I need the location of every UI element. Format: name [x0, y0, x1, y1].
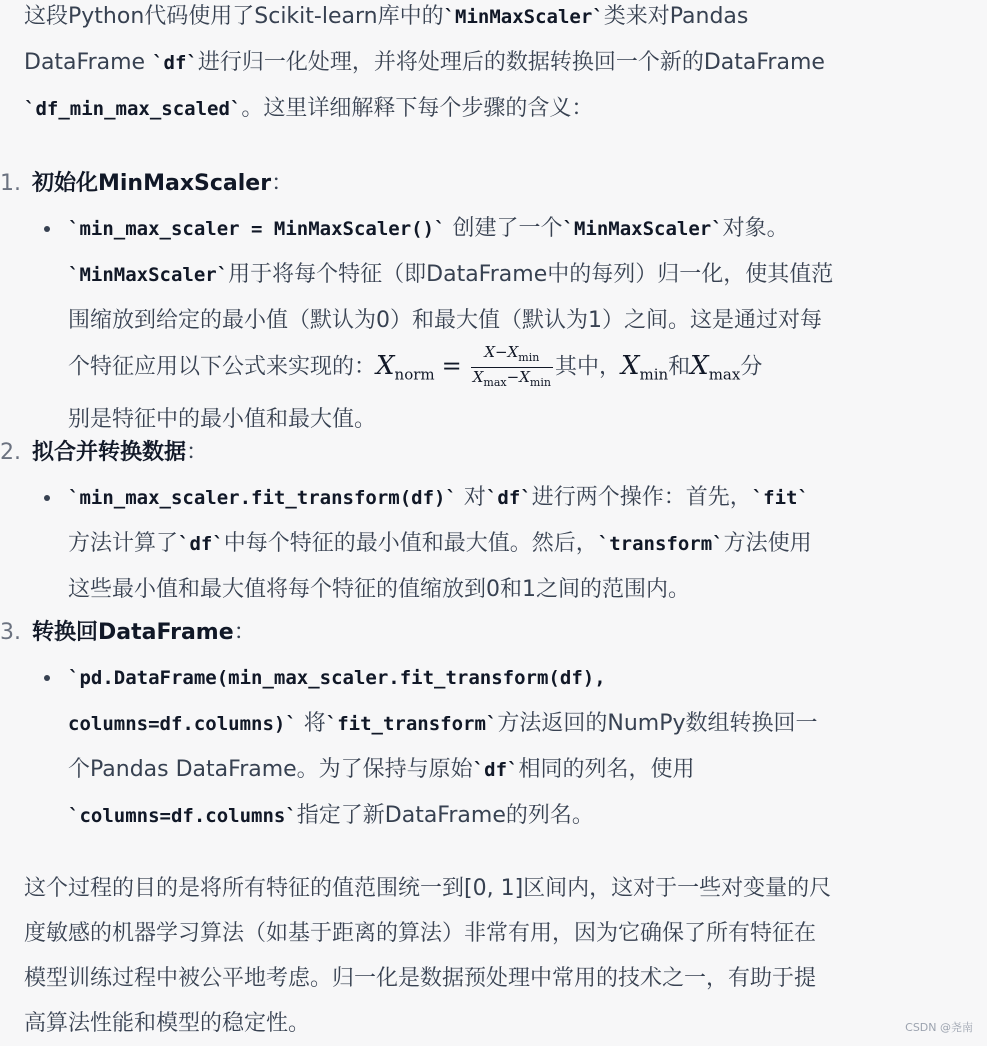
inline-code: `MinMaxScaler` — [562, 218, 723, 240]
math-var: X — [620, 350, 640, 381]
step-colon: ： — [186, 440, 209, 465]
math-sub: min — [529, 376, 551, 389]
inline-code: `transform` — [597, 533, 724, 555]
math-var: X — [484, 343, 496, 361]
inline-code: `fit_transform` — [325, 713, 498, 735]
step-colon: ： — [233, 620, 256, 645]
fraction-numerator — [471, 343, 553, 368]
inline-code: `df` — [485, 487, 532, 509]
math-var: X — [690, 350, 709, 381]
math-var: X — [519, 368, 530, 386]
bullet-line — [68, 701, 948, 747]
bullet-span: 个Pandas DataFrame。为了保持与原始 — [68, 757, 473, 782]
bullet-span: 个特征应用以下公式来实现的： — [68, 354, 377, 380]
inline-code: columns=df.columns)` — [68, 713, 297, 735]
bullet-span: 进行两个操作：首先， — [531, 485, 752, 510]
bullet-dot — [44, 495, 50, 501]
inline-code: `columns=df.columns` — [68, 805, 297, 827]
outro-paragraph — [24, 866, 954, 1046]
inline-code: `min_max_scaler.fit_transform(df)` — [68, 487, 457, 509]
step-2 — [0, 430, 960, 602]
step-title: 初始化MinMaxScaler — [32, 171, 272, 196]
math-var: X — [507, 343, 519, 361]
bullet-text — [68, 655, 948, 839]
bullet-span: 相同的列名，使用 — [518, 757, 695, 782]
step-heading — [0, 161, 960, 206]
fraction-denominator — [471, 368, 553, 392]
bullet-span: 方法返回的NumPy数组转换回一 — [497, 711, 818, 736]
math-sub: min — [518, 351, 540, 364]
math-sub: norm — [394, 364, 435, 383]
bullet-line — [68, 206, 948, 252]
outro-line: 度敏感的机器学习算法（如基于距离的算法）非常有用，因为它确保了所有特征在 — [24, 921, 817, 946]
math-eq: = — [441, 351, 462, 380]
bullet-span: 方法计算了 — [68, 531, 179, 556]
bullet-span: 对 — [456, 485, 486, 510]
bullet-line: 围缩放到给定的最小值（默认为0）和最大值（默认为1）之间。这是通过对每 — [68, 308, 822, 333]
bullet-span: 指定了新DataFrame的列名。 — [296, 803, 594, 828]
intro-text: 进行归一化处理，并将处理后的数据转换回一个新的DataFrame — [197, 50, 825, 75]
inline-code: `MinMaxScaler` — [68, 264, 229, 286]
inline-code: `MinMaxScaler` — [443, 6, 604, 28]
math-sub: max — [483, 376, 507, 389]
intro-text: 。这里详细解释下每个步骤的含义： — [241, 96, 594, 121]
formula — [376, 343, 555, 389]
bullet-span: 和 — [668, 354, 691, 380]
bullet-dot — [44, 675, 50, 681]
math-var: X — [376, 350, 395, 381]
outro-line: 模型训练过程中被公平地考虑。归一化是数据预处理中常用的技术之一，有助于提 — [24, 966, 817, 991]
intro-text: 这段Python代码使用了Scikit-learn库中的 — [24, 4, 444, 29]
math-xmax — [690, 350, 741, 383]
bullet-dot — [44, 226, 50, 232]
intro-line-2 — [24, 40, 954, 86]
bullet-line — [68, 793, 948, 839]
bullet-span: 对象。 — [722, 216, 789, 241]
inline-code: `pd.DataFrame(min_max_scaler.fit_transform(df), — [68, 667, 606, 689]
bullet-line — [68, 521, 948, 567]
inline-code: `fit` — [751, 487, 809, 509]
bullet-span: 分 — [740, 354, 763, 380]
math-fraction — [471, 343, 553, 392]
bullet-line — [68, 655, 948, 701]
bullet-line-formula — [68, 343, 948, 397]
inline-code: `min_max_scaler = MinMaxScaler()` — [68, 218, 446, 240]
inline-code: `df` — [178, 533, 224, 555]
step-heading — [0, 430, 960, 475]
bullet-span: 其中， — [554, 354, 621, 380]
bullet-span: 方法使用 — [723, 531, 812, 556]
step-heading — [0, 610, 960, 655]
bullet-line — [68, 252, 948, 298]
bullet-span: 中每个特征的最小值和最大值。然后， — [223, 531, 598, 556]
step-title: 转换回DataFrame — [32, 620, 234, 645]
bullet-span: 创建了一个 — [445, 216, 563, 241]
step-number: 3. — [0, 620, 21, 645]
step-title: 拟合并转换数据 — [32, 440, 187, 465]
math-sub: min — [639, 364, 669, 383]
math-sub: max — [708, 364, 741, 383]
watermark: CSDN @尧南 — [905, 1021, 973, 1034]
inline-code: `df` — [472, 759, 519, 781]
intro-text: 类来对Pandas — [603, 4, 749, 29]
bullet-line: 这些最小值和最大值将每个特征的值缩放到0和1之间的范围内。 — [68, 577, 690, 602]
math-xmin — [620, 350, 669, 383]
math-op: − — [495, 343, 508, 361]
outro-line: 高算法性能和模型的稳定性。 — [24, 1011, 311, 1036]
bullet-line: 别是特征中的最小值和最大值。 — [68, 406, 377, 432]
math-var: X — [472, 368, 484, 386]
intro-paragraph — [24, 0, 954, 132]
bullet-text — [68, 475, 948, 612]
intro-line-1 — [24, 0, 954, 40]
outro-line: 这个过程的目的是将所有特征的值范围统一到[0, 1]区间内，这对于一些对变量的尺 — [24, 876, 832, 901]
bullet-line — [68, 747, 948, 793]
bullet-text — [68, 206, 948, 442]
inline-code: `df_min_max_scaled` — [24, 98, 242, 120]
bullet-span: 用于将每个特征（即DataFrame中的每列）归一化，使其值范 — [228, 262, 834, 287]
step-number: 1. — [0, 171, 21, 196]
bullet-span: 将 — [296, 711, 326, 736]
bullet-line — [68, 475, 948, 521]
inline-code: `df` — [152, 52, 198, 74]
intro-text: DataFrame — [24, 50, 153, 75]
intro-line-3 — [24, 86, 954, 132]
math-op: − — [506, 368, 520, 386]
step-3 — [0, 610, 960, 828]
step-1 — [0, 161, 960, 432]
step-colon: ： — [271, 171, 294, 196]
step-number: 2. — [0, 440, 21, 465]
